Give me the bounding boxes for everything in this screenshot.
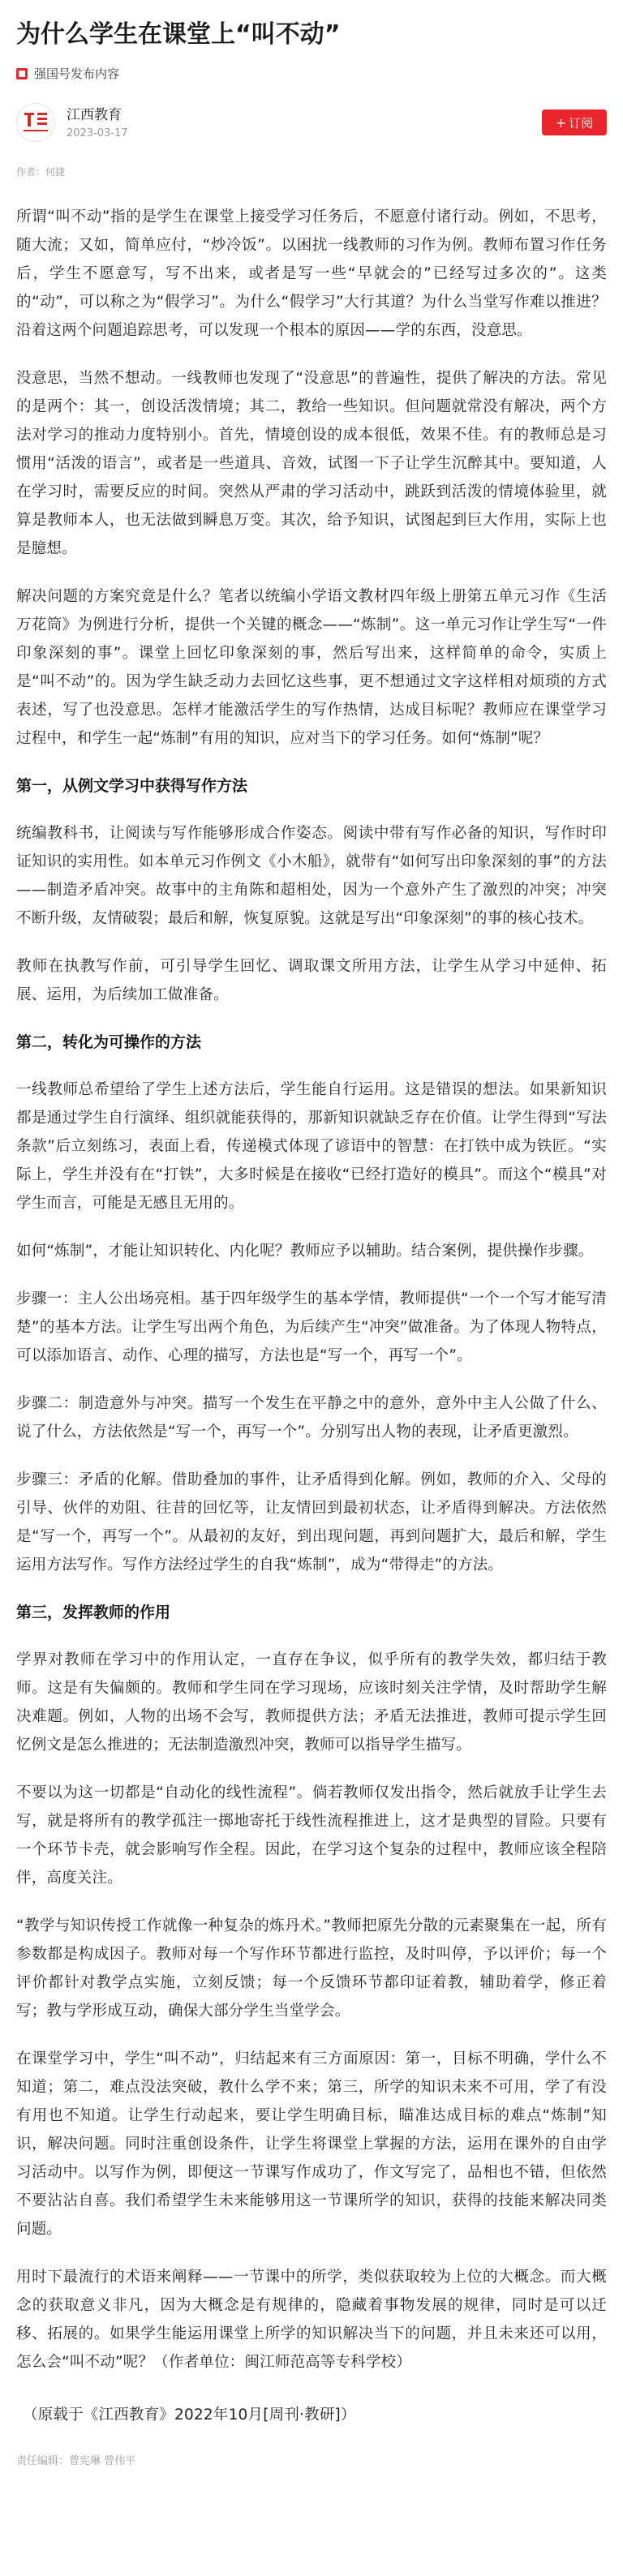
section-heading: 第三，发挥教师的作用	[16, 1604, 171, 1621]
paragraph: 一线教师总希望给了学生上述方法后，学生能自行运用。这是错误的想法。如果新知识都是通过学生自行演绎、组织就能获得的，那新知识就缺乏存在价值。让学生得到“写法条款”后立刻练习，表面上看，传递模式体现了谚语中的智慧：在打铁中成为铁匠。“实际上，学生并没有在“打铁”，大多时候是在接收“已经打造好的模具”。而这个“模具”对学生而言，可能是无感且无用的。	[16, 1081, 607, 1212]
publish-notice	[16, 65, 607, 82]
paragraph: 步骤二：制造意外与冲突。描写一个发生在平静之中的意外，意外中主人公做了什么、说了什么，方法依然是“写一个，再写一个”。分别写出人物的表现，让矛盾更激烈。	[16, 1395, 607, 1440]
paragraph: 没意思，当然不想动。一线教师也发现了“没意思”的普遍性，提供了解决的方法。常见的是两个：其一，创设活泼情境；其二，教给一些知识。但问题就常没有解决，两个方法对学习的推动力度特别小。首先，情境创设的成本很低，效果不佳。有的教师总是习惯用“活泼的语言”，或者是一些道具、音效，试图一下子让学生沉醉其中。要知道，人在学习时，需要反应的时间。突然从严肃的学习活动中，跳跃到活泼的情境体验里，就算是教师本人，也无法做到瞬息万变。其次，给予知识，试图起到巨大作用，实际上也是臆想。	[16, 370, 607, 557]
subscribe-button[interactable]	[542, 109, 607, 135]
byline: 作者：何捷	[16, 166, 66, 178]
section-heading: 第二，转化为可操作的方法	[16, 1033, 202, 1051]
flag-icon	[16, 68, 28, 79]
paragraph: 所谓“叫不动”指的是学生在课堂上接受学习任务后，不愿意付诸行动。例如，不思考，随大流；又如，简单应付，“炒冷饭”。以困扰一线教师的习作为例。教师布置习作任务后，学生不愿意写，写不出来，或者是写一些“早就会的”已经写过多次的”。这类的“动”，可以称之为“假学习”。为什么“假学习”大行其道？为什么当堂写作难以推进？沿着这两个问题追踪思考，可以发现一个根本的原因——学的东西，没意思。	[16, 208, 607, 339]
article-body	[16, 203, 607, 2429]
paragraph: 不要以为这一切都是“自动化的线性流程”。倘若教师仅发出指令，然后就放手让学生去写，就是将所有的教学孤注一掷地寄托于线性流程推进上，这才是典型的冒险。只要有一个环节卡壳，就会影响写作全程。因此，在学习这个复杂的过程中，教师应该全程陪伴，高度关注。	[16, 1784, 607, 1887]
paragraph: 步骤一：主人公出场亮相。基于四年级学生的基本学情，教师提供“一个一个写才能写清楚”的基本方法。让学生写出两个角色，为后续产生“冲突”做准备。为了体现人物特点，可以添加语言、动作、心理的描写，方法也是“写一个，再写一个”。	[16, 1290, 607, 1364]
avatar[interactable]	[16, 103, 55, 142]
paragraph: 用时下最流行的术语来阐释——一节课中的所学，类似获取较为上位的大概念。而大概念的获取意义非凡，因为大概念是有规律的，隐藏着事物发展的规律，同时是可以迁移、拓展的。如果学生能运用课堂上所学的知识解决当下的问题，并且未来还可以用，怎么会“叫不动”呢？（作者单位：闽江师范高等专科学校）	[16, 2269, 607, 2371]
source-note: （原载于《江西教育》2022年10月[周刊·教研]）	[23, 2406, 356, 2424]
plus-icon: +	[555, 114, 567, 131]
subscribe-label: 订阅	[569, 115, 594, 131]
paragraph: 统编教科书，让阅读与写作能够形成合作姿态。阅读中带有写作必备的知识，写作时印证知识的实用性。如本单元习作例文《小木船》，就带有“如何写出印象深刻的事”的方法——制造矛盾冲突。故事中的主角陈和超相处，因为一个意外产生了激烈的冲突；冲突不断升级，友情破裂；最后和解，恢复原貌。这就是写出“印象深刻”的事的核心技术。	[16, 825, 607, 927]
magazine-logo-icon	[19, 106, 52, 139]
editor-credits: 责任编辑：曾宪琳 曾伟平	[16, 2455, 136, 2467]
author-name[interactable]: 江西教育	[67, 106, 122, 123]
paragraph: “教学与知识传授工作就像一种复杂的炼丹术。”教师把原先分散的元素聚集在一起，所有参数都是构成因子。教师对每一个写作环节都进行监控，及时叫停，予以评价；每一个评价都针对教学点实施，立刻反馈；每一个反馈环节都印证着教，辅助着学，修正着写；教与学形成互动，确保大部分学生当堂学会。	[16, 1917, 607, 2020]
author-bar	[16, 103, 607, 142]
paragraph: 步骤三：矛盾的化解。借助叠加的事件，让矛盾得到化解。例如，教师的介入、父母的引导、伙伴的劝阻、往昔的回忆等，让友情回到最初状态，让矛盾得到解决。方法依然是“写一个，再写一个”。从最初的友好，到出现问题，再到问题扩大，最后和解，学生运用方法写作。写作方法经过学生的自我“炼制”，成为“带得走”的方法。	[16, 1471, 607, 1574]
paragraph: 学界对教师在学习中的作用认定，一直存在争议，似乎所有的教学失效，都归结于教师。这是有失偏颇的。教师和学生同在学习现场，应该时刻关注学情，及时帮助学生解决难题。例如，人物的出场不会写，教师提供方法；矛盾无法推进，教师可提示学生回忆例文是怎么推进的；无法制造激烈冲突，教师可以指导学生描写。	[16, 1651, 607, 1754]
page-title: 为什么学生在课堂上“叫不动”	[16, 20, 341, 49]
author-meta	[67, 106, 542, 140]
section-heading: 第一，从例文学习中获得写作方法	[16, 777, 248, 795]
paragraph: 解决问题的方案究竟是什么？笔者以统编小学语文教材四年级上册第五单元习作《生活万花筒》为例进行分析，提供一个关键的概念——“炼制”。这一单元习作让学生写“一件印象深刻的事”。课堂上回忆印象深刻的事，然后写出来，这样简单的命令，实质上是“叫不动”的。因为学生缺乏动力去回忆这些事，更不想通过文字这样相对烦琐的方式表述，写了也没意思。怎样才能激活学生的写作热情，达成目标呢？教师应在课堂学习过程中，和学生一起“炼制”有用的知识，应对当下的学习任务。如何“炼制”呢？	[16, 588, 607, 747]
publish-date: 2023-03-17	[67, 127, 128, 140]
publish-notice-text: 强国号发布内容	[34, 67, 120, 81]
paragraph: 如何“炼制”，才能让知识转化、内化呢？教师应予以辅助。结合案例，提供操作步骤。	[16, 1243, 594, 1260]
paragraph: 在课堂学习中，学生“叫不动”，归结起来有三方面原因：第一，目标不明确，学什么不知道；第二，难点没法突破，教什么学不来；第三，所学的知识未来不可用，学了有没有用也不知道。让学生行动起来，要让学生明确目标，瞄准达成目标的难点“炼制”知识，解决问题。同时注重创设条件，让学生将课堂上掌握的方法，运用在课外的自由学习活动中。以写作为例，即便这一节课写作成功了，作文写完了，品相也不错，但依然不要沾沾自喜。我们希望学生未来能够用这一节课所学的知识，获得的技能来解决同类问题。	[16, 2050, 607, 2238]
paragraph: 教师在执教写作前，可引导学生回忆、调取课文所用方法，让学生从学习中延伸、拓展、运用，为后续加工做准备。	[16, 958, 607, 1003]
